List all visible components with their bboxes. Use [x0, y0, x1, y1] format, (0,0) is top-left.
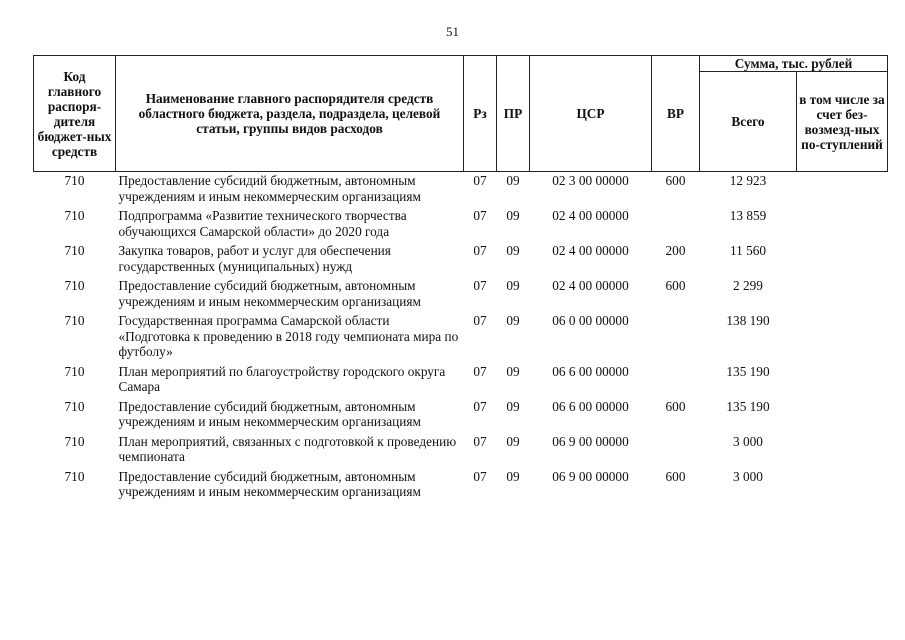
- row-rz: 07: [473, 173, 487, 188]
- row-csr: 02 3 00 00000: [552, 173, 629, 188]
- row-rz: 07: [473, 278, 487, 293]
- row-total: 3 000: [733, 433, 763, 449]
- row-code: 710: [64, 398, 85, 414]
- row-csr: 02 4 00 00000: [552, 208, 629, 223]
- row-csr: 06 9 00 00000: [552, 468, 629, 484]
- row-pr: 09: [506, 278, 520, 293]
- row-vr: [652, 363, 700, 398]
- row-name: Предоставление субсидий бюджетным, автономным учреждениям и иным некоммерческим организациям: [118, 278, 421, 309]
- row-vr: 600: [665, 278, 686, 293]
- row-pr: 09: [506, 433, 520, 449]
- row-pr: 09: [506, 208, 520, 223]
- row-name: Предоставление субсидий бюджетным, автономным учреждениям и иным некоммерческим организациям: [118, 468, 421, 499]
- row-total: 135 190: [726, 363, 770, 379]
- row-csr: 02 4 00 00000: [552, 278, 629, 293]
- row-free: [797, 277, 888, 312]
- header-free: в том числе за счет без-возмезд-ных по-ступлений: [797, 72, 888, 172]
- row-csr: 06 6 00 00000: [552, 398, 629, 414]
- row-total: 12 923: [729, 173, 767, 188]
- row-rz: 07: [473, 433, 487, 449]
- row-code: 710: [64, 363, 85, 379]
- header-sum: Сумма, тыс. рублей: [700, 56, 888, 72]
- table-row: [34, 398, 888, 433]
- row-pr: 09: [506, 313, 520, 328]
- header-pr: ПР: [497, 56, 530, 172]
- row-name: Государственная программа Самарской области «Подготовка к проведению в 2018 году чемпионата мира по футболу»: [118, 313, 459, 359]
- row-total: 13 859: [729, 208, 767, 223]
- row-rz: 07: [473, 243, 487, 258]
- row-csr: 02 4 00 00000: [552, 243, 629, 258]
- row-code: 710: [64, 173, 85, 188]
- header-total: Всего: [700, 72, 797, 172]
- row-pr: 09: [506, 468, 520, 484]
- page-number: 51: [446, 24, 459, 39]
- table-row: [34, 363, 888, 398]
- row-csr: 06 6 00 00000: [552, 363, 629, 379]
- row-pr: 09: [506, 398, 520, 414]
- table-row: [34, 242, 888, 277]
- row-code: 710: [64, 243, 85, 258]
- row-name: Подпрограмма «Развитие технического творчества обучающихся Самарской области» до 2020 года: [118, 208, 407, 239]
- header-name: Наименование главного распорядителя средств областного бюджета, раздела, подраздела, целевой статьи, группы видов расходов: [116, 56, 464, 172]
- row-vr: [652, 207, 700, 242]
- row-vr: 600: [665, 173, 686, 188]
- row-name: План мероприятий, связанных с подготовкой к проведению чемпионата: [118, 433, 457, 464]
- header-vr: ВР: [652, 56, 700, 172]
- table-row: [34, 433, 888, 468]
- table-row: [34, 277, 888, 312]
- row-total: 11 560: [729, 243, 767, 258]
- row-free: [797, 312, 888, 363]
- row-csr: 06 0 00 00000: [552, 313, 629, 328]
- row-name: Закупка товаров, работ и услуг для обеспечения государственных (муниципальных) нужд: [118, 243, 391, 274]
- row-pr: 09: [506, 173, 520, 188]
- table-row: [34, 312, 888, 363]
- row-code: 710: [64, 278, 85, 293]
- row-csr: 06 9 00 00000: [552, 433, 629, 449]
- row-pr: 09: [506, 243, 520, 258]
- row-code: 710: [64, 468, 85, 484]
- row-rz: 07: [473, 398, 487, 414]
- row-total: 3 000: [733, 468, 763, 484]
- row-code: 710: [64, 208, 85, 223]
- row-free: [797, 398, 888, 433]
- row-rz: 07: [473, 208, 487, 223]
- row-code: 710: [64, 433, 85, 449]
- header-code: Код главного распоря-дителя бюджет-ных средств: [34, 56, 116, 172]
- row-pr: 09: [506, 363, 520, 379]
- row-vr: [652, 312, 700, 363]
- row-name: Предоставление субсидий бюджетным, автономным учреждениям и иным некоммерческим организациям: [118, 398, 421, 429]
- budget-table: [33, 55, 888, 503]
- row-free: [797, 207, 888, 242]
- header-csr: ЦСР: [530, 56, 652, 172]
- row-total: 2 299: [733, 278, 763, 293]
- row-code: 710: [64, 313, 85, 328]
- row-free: [797, 242, 888, 277]
- row-name: План мероприятий по благоустройству городского округа Самара: [118, 363, 446, 394]
- row-rz: 07: [473, 313, 487, 328]
- row-free: [797, 363, 888, 398]
- row-name: Предоставление субсидий бюджетным, автономным учреждениям и иным некоммерческим организациям: [118, 173, 421, 204]
- row-total: 135 190: [726, 398, 770, 414]
- row-rz: 07: [473, 363, 487, 379]
- row-vr: 600: [665, 398, 686, 414]
- table-body: [34, 172, 888, 503]
- row-vr: 600: [665, 468, 686, 484]
- row-vr: [652, 433, 700, 468]
- row-free: [797, 433, 888, 468]
- row-total: 138 190: [726, 313, 770, 328]
- row-rz: 07: [473, 468, 487, 484]
- table-row: [34, 468, 888, 503]
- row-free: [797, 468, 888, 503]
- row-free: [797, 172, 888, 208]
- table-row: [34, 207, 888, 242]
- table-row: [34, 172, 888, 208]
- header-rz: Рз: [464, 56, 497, 172]
- row-vr: 200: [665, 243, 686, 258]
